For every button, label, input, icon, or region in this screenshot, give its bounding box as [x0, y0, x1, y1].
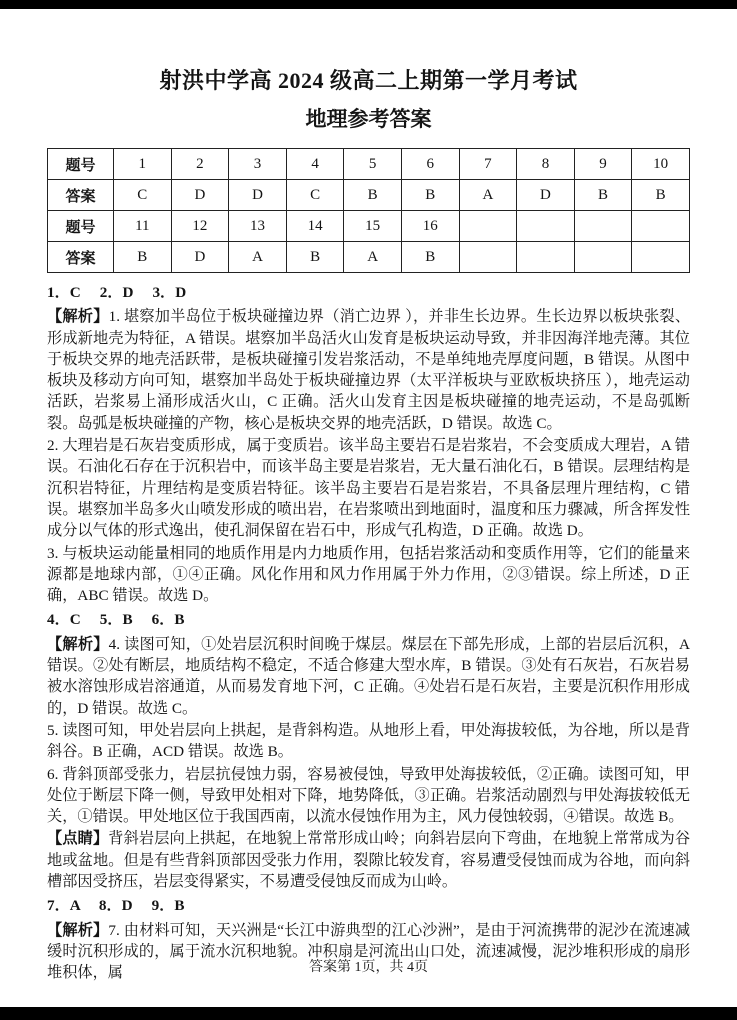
- answer-cell: 7: [459, 149, 517, 180]
- answer-cell: A: [459, 180, 517, 211]
- answer-cell: 16: [401, 211, 459, 242]
- answer-cell: B: [114, 242, 172, 273]
- table-row: [48, 242, 690, 273]
- page-footer: 答案第 1页，共 4页: [309, 960, 428, 975]
- paragraph-label: 【解析】: [47, 635, 109, 653]
- answer-cell: [632, 211, 690, 242]
- answer-cell: 9: [574, 149, 632, 180]
- answer-summary-line: [47, 895, 690, 916]
- answer-cell: C: [114, 180, 172, 211]
- paragraph-text: 1．C 2．D 3．D: [47, 284, 187, 301]
- explanation-paragraph: [47, 764, 690, 828]
- paragraph-label: 【解析】: [47, 308, 109, 326]
- paragraph-text: 1. 堪察加半岛位于板块碰撞边界（消亡边界 ），并非生长边界。生长边界以板块张裂、形成新地壳为特征，A 错误。堪察加半岛活火山发育是板块运动导致，并非因海洋地壳薄。其位于板块交界的地壳活跃带，是板块碰撞引发岩浆活动，不是单纯地壳厚度问题，B 错误。从图中板块及移动方向可知，堪察加半岛处于板块碰撞边界（太平洋板块与亚欧板块挤压 ），地壳运动活跃，岩浆易上涌形成活火山，C 正确。活火山发育主因是板块碰撞的地壳运动，不是岛弧断裂。岛弧是板块碰撞的产物，核心是板块交界的地壳活跃，D 错误。故选 C。: [47, 308, 691, 432]
- row-header-cell: 答案: [48, 242, 114, 273]
- answer-cell: B: [401, 180, 459, 211]
- answer-cell: 12: [171, 211, 229, 242]
- answer-cell: [574, 242, 632, 273]
- document-subtitle: 地理参考答案: [305, 107, 432, 131]
- explanation-paragraph: [47, 828, 690, 892]
- paragraph-text: 4. 读图可知，①处岩层沉积时间晚于煤层。煤层在下部先形成，上部的岩层后沉积，A 错误。②处有断层，地质结构不稳定，不适合修建大型水库，B 错误。③处有石灰岩，石灰岩易被水溶蚀形成岩溶通道，从而易发育地下河，C 正确。④处岩石是石灰岩，主要是沉积作用形成的，D 错误。故选 C。: [47, 635, 691, 717]
- answer-cell: 6: [401, 149, 459, 180]
- row-header-cell: 题号: [48, 211, 114, 242]
- paragraph-text: 4．C 5．B 6．B: [47, 611, 185, 629]
- answer-cell: [574, 211, 632, 242]
- table-row: [48, 149, 690, 180]
- row-header-cell: 答案: [48, 180, 114, 211]
- answer-table-body: [48, 149, 690, 273]
- paragraph-text: 2. 大理岩是石灰岩变质形成，属于变质岩。该半岛主要岩石是岩浆岩，不会变质成大理岩，A 错误。石油化石存在于沉积岩中，而该半岛主要是岩浆岩，无大量石油化石，B 错误。层理结构是沉积岩特征，片理结构是变质岩特征。该半岛主要岩石是岩浆岩，不具备层理片理结构，C 错误。堪察加半岛多火山喷发形成的喷出岩，在岩浆喷出到地面时，温度和压力骤减，所含挥发性成分以气体的形式逸出，使孔洞保留在岩石中，形成气孔构造，D 正确。故选 D。: [47, 437, 690, 540]
- paragraph-text: 7．A 8．D 9．B: [47, 897, 185, 915]
- answer-cell: 3: [229, 149, 287, 180]
- answer-cell: 4: [286, 149, 344, 180]
- answer-cell: 15: [344, 211, 402, 242]
- scan-edge-bottom: [0, 1007, 737, 1020]
- answer-cell: D: [517, 180, 575, 211]
- answer-cell: 11: [114, 211, 172, 242]
- answer-cell: [517, 242, 575, 273]
- explanation-paragraph: [47, 435, 690, 541]
- answer-cell: 13: [229, 211, 287, 242]
- answer-cell: B: [401, 242, 459, 273]
- answer-cell: 10: [632, 149, 690, 180]
- answer-cell: D: [229, 180, 287, 211]
- answer-cell: 14: [286, 211, 344, 242]
- answer-cell: C: [286, 180, 344, 211]
- answer-cell: 1: [114, 149, 172, 180]
- explanation-paragraph: [47, 543, 690, 607]
- answer-cell: B: [286, 242, 344, 273]
- paragraph-text: 6. 背斜顶部受张力，岩层抗侵蚀力弱，容易被侵蚀，导致甲处海拔较低，②正确。读图可知，甲处位于断层下降一侧，导致甲处相对下降，地势降低，③正确。岩浆活动剧烈与甲处海拔较低无关，①错误。甲处地区位于我国西南，以流水侵蚀作用为主，风力侵蚀较弱，④错误。故选 B。: [47, 765, 690, 826]
- table-row: [48, 180, 690, 211]
- explanation-paragraph: [47, 634, 690, 719]
- answer-explanations: [47, 282, 690, 984]
- table-row: [48, 211, 690, 242]
- answer-cell: D: [171, 180, 229, 211]
- scan-edge-top: [0, 0, 737, 9]
- answer-cell: [459, 242, 517, 273]
- answer-cell: 2: [171, 149, 229, 180]
- paragraph-text: 背斜岩层向上拱起，在地貌上常常形成山岭；向斜岩层向下弯曲，在地貌上常常成为谷地或盆地。但是有些背斜顶部因受张力作用，裂隙比较发育，容易遭受侵蚀而成为谷地，而向斜槽部因受挤压，岩层变得紧实，不易遭受侵蚀反而成为山岭。: [47, 830, 690, 891]
- paragraph-label: 【解析】: [47, 921, 109, 939]
- answer-cell: [517, 211, 575, 242]
- answer-summary-line: [47, 609, 690, 630]
- answer-cell: B: [632, 180, 690, 211]
- answer-cell: [459, 211, 517, 242]
- answer-cell: 5: [344, 149, 402, 180]
- document-title: 射洪中学高 2024 级高二上期第一学月考试: [159, 68, 578, 93]
- paragraph-label: 【点睛】: [47, 830, 109, 848]
- explanation-paragraph: [47, 720, 690, 763]
- row-header-cell: 题号: [48, 149, 114, 180]
- answer-table: [47, 148, 690, 273]
- explanation-paragraph: [47, 306, 690, 434]
- answer-cell: B: [344, 180, 402, 211]
- answer-cell: D: [171, 242, 229, 273]
- paragraph-text: 5. 读图可知，甲处岩层向上拱起，是背斜构造。从地形上看，甲处海拔较低，为谷地，所以是背斜谷。B 正确，ACD 错误。故选 B。: [47, 721, 690, 761]
- answer-cell: A: [344, 242, 402, 273]
- paragraph-text: 3. 与板块运动能量相同的地质作用是内力地质作用，包括岩浆活动和变质作用等，它们的能量来源都是地球内部，①④正确。风化作用和风力作用属于外力作用，②③错误。综上所述，D 正确，ABC 错误。故选 D。: [47, 544, 690, 605]
- paragraph-text: 7. 由材料可知，天兴洲是“长江中游典型的江心沙洲”，是由于河流携带的泥沙在流速减缓时沉积形成的，属于流水沉积地貌。冲积扇是河流出山口处，流速减慢，泥沙堆积形成的扇形堆积体，属: [47, 921, 691, 982]
- answer-cell: A: [229, 242, 287, 273]
- answer-cell: B: [574, 180, 632, 211]
- answer-summary-line: [47, 282, 690, 303]
- answer-cell: 8: [517, 149, 575, 180]
- answer-cell: [632, 242, 690, 273]
